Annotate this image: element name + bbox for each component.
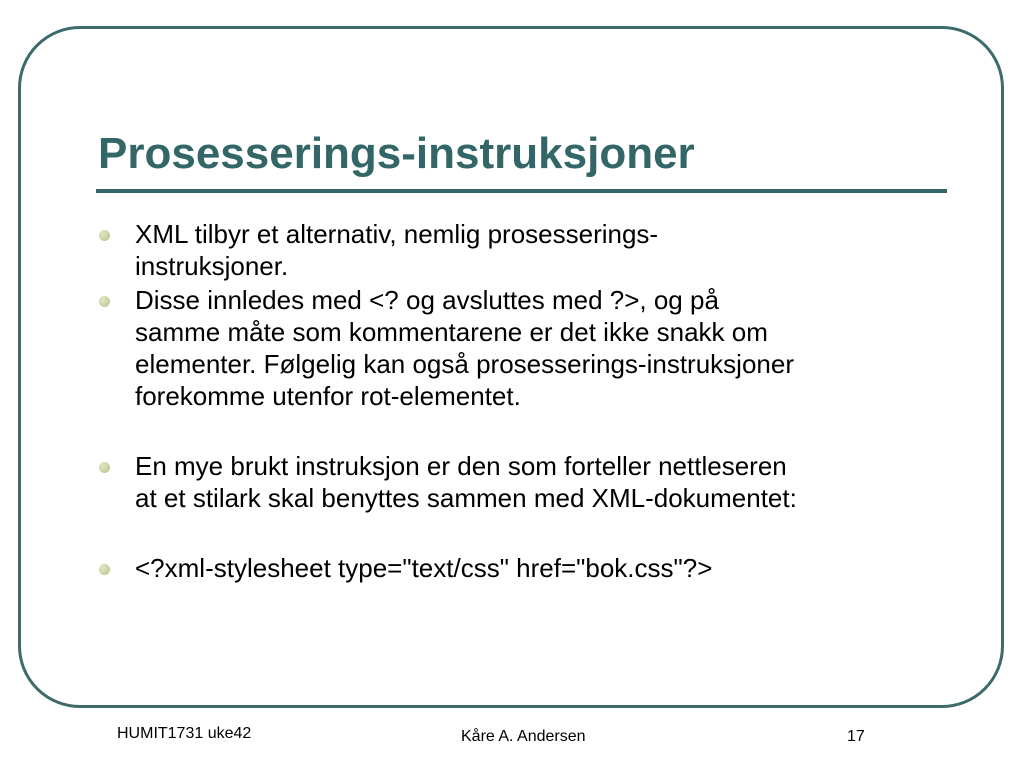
bullet-4-line-1: <?xml-stylesheet type="text/css" href="bok.css"?> [135,553,713,583]
bullet-1-line-2: instruksjoner. [135,251,289,281]
bullet-1-line-1: XML tilbyr et alternativ, nemlig prosesserings- [135,219,659,249]
bullet-2-line-1: Disse innledes med <? og avsluttes med ?>, og på [135,285,719,315]
bullet-dot-icon [99,564,110,575]
bullet-item-1 [96,218,946,282]
bullet-dot-icon [99,296,110,307]
bullet-dot-icon [99,230,110,241]
bullet-item-2 [96,284,946,412]
bullet-dot-icon [99,462,110,473]
bullet-3-line-2: at et stilark skal benyttes sammen med XML-dokumentet: [135,483,797,513]
bullet-3-line-1: En mye brukt instruksjon er den som forteller nettleseren [135,451,787,481]
slide-title: Prosesserings-instruksjoner [98,129,695,178]
footer-page-number: 17 [847,728,865,745]
bullet-list [96,218,946,584]
bullet-item-4 [96,552,946,584]
footer-course: HUMIT1731 uke42 [117,725,252,742]
footer-author: Kåre A. Andersen [461,728,586,745]
title-underline [96,189,947,193]
bullet-2-line-3: elementer. Følgelig kan også prosesserings-instruksjoner [135,349,794,379]
bullet-item-3 [96,450,946,514]
bullet-2-line-4: forekomme utenfor rot-elementet. [135,381,521,411]
bullet-2-line-2: samme måte som kommentarene er det ikke snakk om [135,317,768,347]
